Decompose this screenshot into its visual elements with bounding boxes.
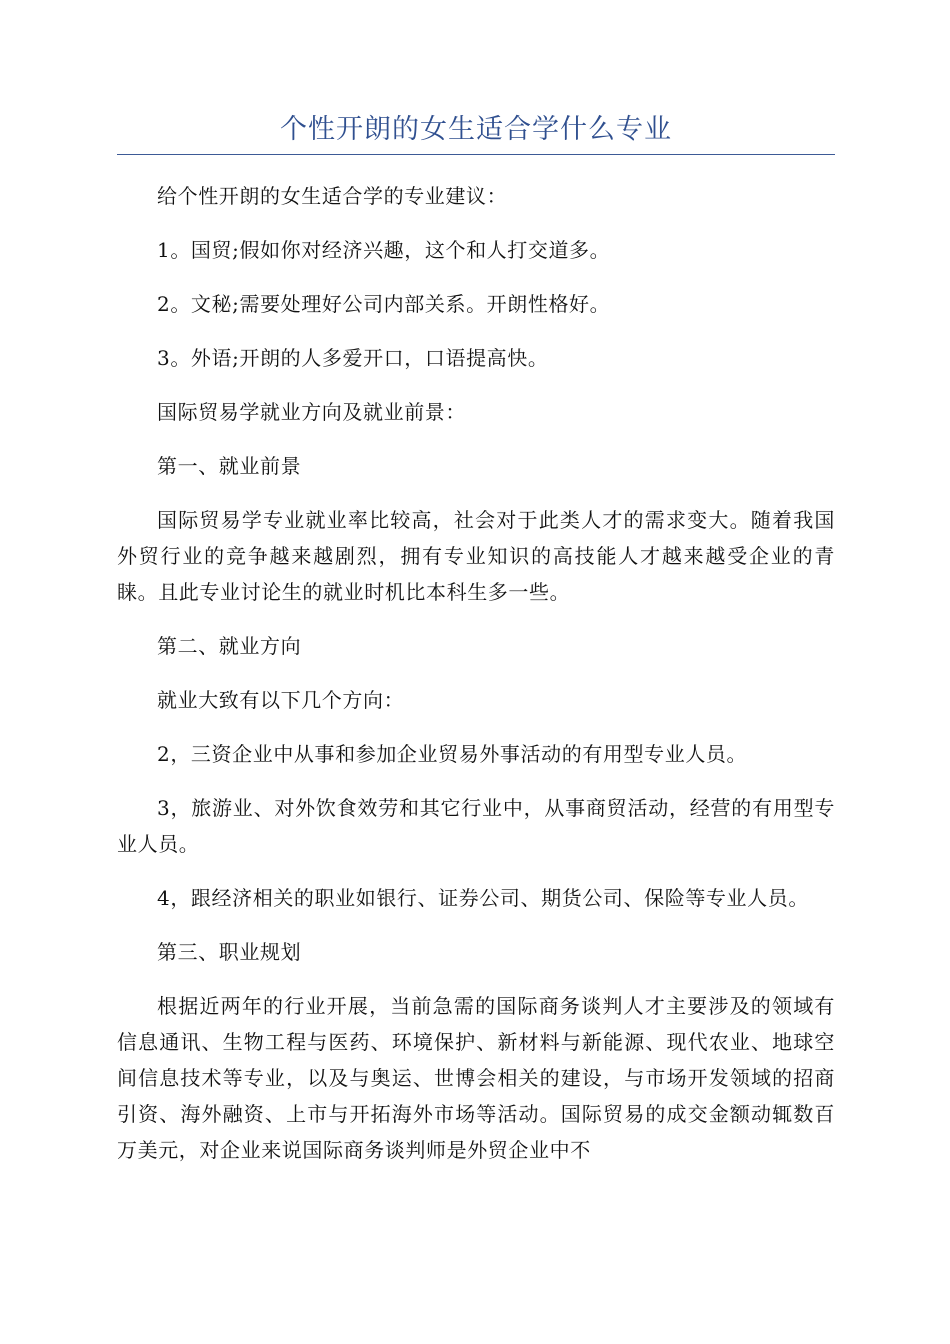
paragraph-direction-4: 4，跟经济相关的职业如银行、证券公司、期货公司、保险等专业人员。 [157,886,809,910]
document-body [117,178,835,1168]
paragraph-directions-intro: 就业大致有以下几个方向： [157,688,405,712]
section-heading-2: 第二、就业方向 [157,634,302,658]
paragraph-direction-3: 3，旅游业、对外饮食效劳和其它行业中，从事商贸活动，经营的有用型专业人员。 [117,796,835,856]
paragraph-prospects: 国际贸易学专业就业率比较高，社会对于此类人才的需求变大。随着我国外贸行业的竞争越来越剧烈，拥有专业知识的高技能人才越来越受企业的青睐。且此专业讨论生的就业时机比本科生多一些。 [117,508,835,604]
paragraph-direction-2: 2，三资企业中从事和参加企业贸易外事活动的有用型专业人员。 [157,742,748,766]
paragraph-career-planning: 根据近两年的行业开展，当前急需的国际商务谈判人才主要涉及的领域有信息通讯、生物工程与医药、环境保护、新材料与新能源、现代农业、地球空间信息技术等专业，以及与奥运、世博会相关的建设，与市场开发领域的招商引资、海外融资、上市与开拓海外市场等活动。国际贸易的成交金额动辄数百万美元，对企业来说国际商务谈判师是外贸企业中不 [117,994,835,1162]
paragraph-heading-trade: 国际贸易学就业方向及就业前景： [157,400,466,424]
document-title: 个性开朗的女生适合学什么专业 [280,114,672,145]
paragraph-intro: 给个性开朗的女生适合学的专业建议： [157,184,508,208]
section-heading-3: 第三、职业规划 [157,940,302,964]
title-underline [117,154,835,155]
document-page [117,108,835,1186]
paragraph-item-3: 3。外语;开朗的人多爱开口，口语提高快。 [157,346,549,370]
paragraph-item-1: 1。国贸;假如你对经济兴趣，这个和人打交道多。 [157,238,611,262]
paragraph-item-2: 2。文秘;需要处理好公司内部关系。开朗性格好。 [157,292,611,316]
section-heading-1: 第一、就业前景 [157,454,302,478]
